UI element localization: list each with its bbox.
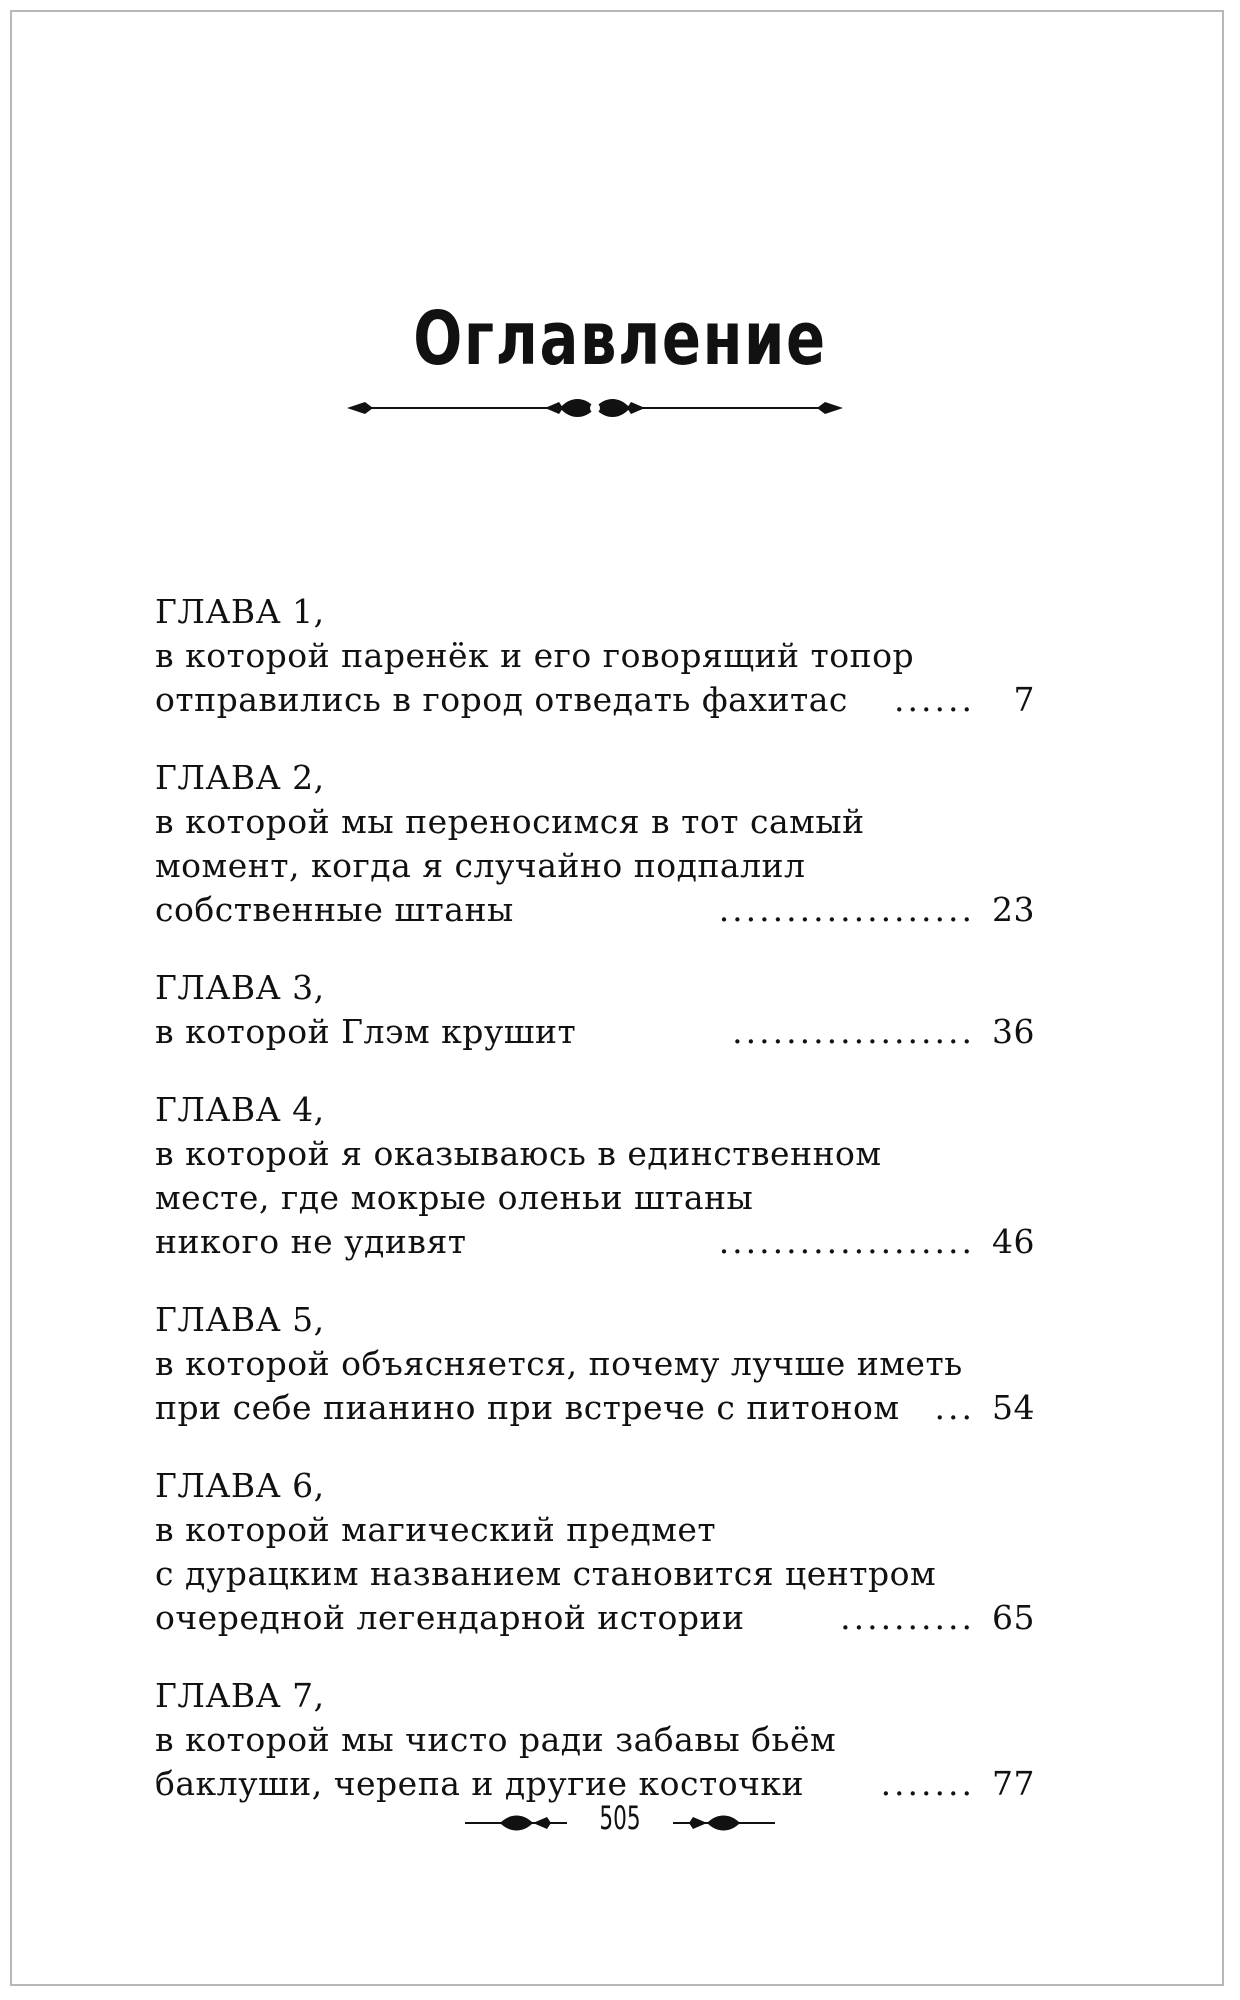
- page-reference: 7: [1013, 680, 1035, 719]
- chapter-description-end: при себе пианино при встрече с питоном: [155, 1388, 900, 1427]
- chapter-heading: ГЛАВА 4,: [155, 1090, 325, 1129]
- page-number: 505: [599, 1799, 641, 1837]
- toc-entry: [155, 1088, 1035, 1264]
- page-title: Оглавление: [413, 296, 827, 382]
- chapter-last-line: [155, 1596, 1035, 1640]
- dot-leader: ...................: [718, 890, 975, 929]
- chapter-last-line: [155, 888, 1035, 932]
- chapter-heading: ГЛАВА 1,: [155, 592, 325, 631]
- chapter-description-line: с дурацким названием становится центром: [155, 1554, 937, 1593]
- chapter-description-end: в которой Глэм крушит: [155, 1012, 577, 1051]
- chapter-description-end: отправились в город отведать фахитас: [155, 680, 848, 719]
- chapter-description-line: в которой мы чисто ради забавы бьём: [155, 1720, 837, 1759]
- chapter-description-end: баклуши, черепа и другие косточки: [155, 1764, 805, 1803]
- toc-entry: [155, 1464, 1035, 1640]
- table-of-contents: [155, 590, 1035, 1840]
- chapter-description-end: никого не удивят: [155, 1222, 467, 1261]
- chapter-description-end: собственные штаны: [155, 890, 514, 929]
- page-reference: 77: [992, 1764, 1035, 1803]
- chapter-heading: ГЛАВА 2,: [155, 758, 325, 797]
- chapter-description-line: месте, где мокрые оленьи штаны: [155, 1178, 754, 1217]
- dot-leader: ..........: [840, 1598, 975, 1637]
- chapter-description-line: в которой магический предмет: [155, 1510, 717, 1549]
- chapter-description-line: в которой объясняется, почему лучше иметь: [155, 1344, 963, 1383]
- toc-entry: [155, 1298, 1035, 1430]
- page-reference: 65: [992, 1598, 1035, 1637]
- chapter-description-line: в которой я оказываюсь в единственном: [155, 1134, 882, 1173]
- chapter-last-line: [155, 1010, 1035, 1054]
- dot-leader: .......: [880, 1764, 975, 1803]
- chapter-heading: ГЛАВА 6,: [155, 1466, 325, 1505]
- page-reference: 23: [992, 890, 1035, 929]
- chapter-heading: ГЛАВА 7,: [155, 1676, 325, 1715]
- chapter-last-line: [155, 1386, 1035, 1430]
- chapter-heading: ГЛАВА 3,: [155, 968, 325, 1007]
- page-reference: 36: [992, 1012, 1035, 1051]
- chapter-description-line: момент, когда я случайно подпалил: [155, 846, 806, 885]
- chapter-heading: ГЛАВА 5,: [155, 1300, 325, 1339]
- toc-entry: [155, 1674, 1035, 1806]
- page-reference: 46: [992, 1222, 1035, 1261]
- chapter-last-line: [155, 1220, 1035, 1264]
- page-reference: 54: [992, 1388, 1035, 1427]
- toc-entry: [155, 756, 1035, 932]
- page-footer: [0, 1800, 1240, 1840]
- title-ornament-icon: [345, 392, 845, 424]
- chapter-description-line: в которой паренёк и его говорящий топор: [155, 636, 915, 675]
- dot-leader: ..................: [732, 1012, 975, 1051]
- toc-entry: [155, 966, 1035, 1054]
- dot-leader: ...: [934, 1388, 975, 1427]
- chapter-description-end: очередной легендарной истории: [155, 1598, 745, 1637]
- toc-entry: [155, 590, 1035, 722]
- chapter-last-line: [155, 678, 1035, 722]
- chapter-description-line: в которой мы переносимся в тот самый: [155, 802, 865, 841]
- dot-leader: ...................: [718, 1222, 975, 1261]
- dot-leader: ......: [894, 680, 975, 719]
